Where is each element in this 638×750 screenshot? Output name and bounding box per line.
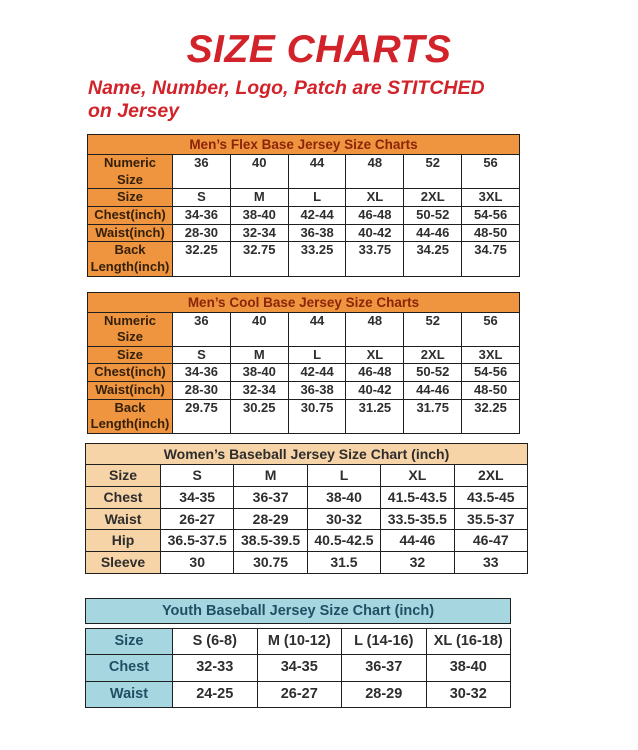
size-cell: XL	[346, 346, 404, 364]
youth-table-title: Youth Baseball Jersey Size Chart (inch)	[85, 598, 511, 624]
size-cell: 33	[454, 552, 527, 574]
size-cell: 38.5-39.5	[234, 530, 307, 552]
table-row	[88, 346, 520, 364]
row-label: Numeric Size	[88, 312, 173, 346]
size-cell: 34-35	[161, 486, 234, 508]
size-cell: 34.75	[462, 242, 520, 276]
size-cell: L	[307, 464, 380, 486]
size-cell: L (14-16)	[342, 628, 427, 654]
size-cell: 3XL	[462, 189, 520, 207]
size-cell: 42-44	[288, 364, 346, 382]
table-row	[88, 207, 520, 225]
size-cell: 52	[404, 155, 462, 189]
size-cell: 46-47	[454, 530, 527, 552]
womens-size-table	[85, 464, 528, 574]
size-cell: S	[161, 464, 234, 486]
size-cell: M	[230, 189, 288, 207]
size-cell: 30.25	[230, 399, 288, 433]
table-row	[88, 242, 520, 276]
table-row	[88, 224, 520, 242]
size-cell: 32-33	[173, 655, 258, 681]
size-cell: 28-29	[342, 681, 427, 707]
page-subtitle-line-2: on Jersey	[88, 99, 180, 122]
size-cell: 2XL	[404, 189, 462, 207]
size-cell: 36	[173, 155, 231, 189]
size-cell: 40-42	[346, 224, 404, 242]
size-cell: 48	[346, 155, 404, 189]
size-cell: 50-52	[404, 207, 462, 225]
size-cell: 28-29	[234, 508, 307, 530]
table-row	[88, 364, 520, 382]
size-cell: 31.25	[346, 399, 404, 433]
size-cell: 56	[462, 312, 520, 346]
size-cell: 52	[404, 312, 462, 346]
size-cell: 36-38	[288, 382, 346, 400]
size-cell: 30	[161, 552, 234, 574]
youth-size-table	[85, 628, 511, 708]
size-cell: 29.75	[173, 399, 231, 433]
size-cell: 41.5-43.5	[381, 486, 454, 508]
page-title: SIZE CHARTS	[186, 28, 452, 71]
table-row	[86, 464, 528, 486]
row-label: Chest(inch)	[88, 364, 173, 382]
size-cell: 36-37	[234, 486, 307, 508]
size-cell: 32.75	[230, 242, 288, 276]
size-cell: M	[234, 464, 307, 486]
mens-cool-table-title: Men’s Cool Base Jersey Size Charts	[87, 292, 520, 313]
size-cell: 54-56	[462, 207, 520, 225]
table-row	[88, 399, 520, 433]
size-cell: 36.5-37.5	[161, 530, 234, 552]
womens-table-title: Women’s Baseball Jersey Size Chart (inch)	[85, 443, 528, 465]
size-cell: 31.75	[404, 399, 462, 433]
size-cell: S (6-8)	[173, 628, 258, 654]
size-cell: 38-40	[426, 655, 511, 681]
row-label: Size	[86, 628, 173, 654]
size-cell: L	[288, 346, 346, 364]
size-cell: 44-46	[381, 530, 454, 552]
row-label: Chest	[86, 486, 161, 508]
row-label: Chest(inch)	[88, 207, 173, 225]
row-label: Sleeve	[86, 552, 161, 574]
size-cell: 38-40	[230, 364, 288, 382]
size-cell: XL	[346, 189, 404, 207]
table-row	[88, 155, 520, 189]
table-row	[86, 628, 511, 654]
size-cell: 40.5-42.5	[307, 530, 380, 552]
size-cell: 36-37	[342, 655, 427, 681]
mens-flex-size-table	[87, 154, 520, 276]
table-row	[86, 508, 528, 530]
size-cell: 36-38	[288, 224, 346, 242]
size-cell: 48	[346, 312, 404, 346]
size-cell: 44-46	[404, 382, 462, 400]
row-label: Numeric Size	[88, 155, 173, 189]
size-cell: 50-52	[404, 364, 462, 382]
size-cell: 40	[230, 312, 288, 346]
row-label: Waist(inch)	[88, 224, 173, 242]
row-label: Waist	[86, 508, 161, 530]
size-cell: 44-46	[404, 224, 462, 242]
size-cell: 44	[288, 155, 346, 189]
size-cell: 38-40	[230, 207, 288, 225]
size-cell: M (10-12)	[257, 628, 342, 654]
mens-flex-chart	[87, 134, 520, 276]
size-cell: 32-34	[230, 224, 288, 242]
mens-cool-size-table	[87, 312, 520, 434]
table-row	[86, 655, 511, 681]
size-cell: 26-27	[161, 508, 234, 530]
size-cell: 42-44	[288, 207, 346, 225]
size-cell: 30-32	[426, 681, 511, 707]
size-cell: 43.5-45	[454, 486, 527, 508]
page-subtitle	[88, 77, 638, 122]
size-cell: 35.5-37	[454, 508, 527, 530]
size-cell: 26-27	[257, 681, 342, 707]
size-cell: M	[230, 346, 288, 364]
row-label: Size	[88, 189, 173, 207]
size-cell: 30.75	[234, 552, 307, 574]
size-cell: 32.25	[462, 399, 520, 433]
table-row	[88, 189, 520, 207]
size-cell: 40-42	[346, 382, 404, 400]
size-cell: 48-50	[462, 224, 520, 242]
size-cell: 32	[381, 552, 454, 574]
row-label: Back Length(inch)	[88, 242, 173, 276]
size-cell: 3XL	[462, 346, 520, 364]
size-cell: 33.5-35.5	[381, 508, 454, 530]
size-cell: XL	[381, 464, 454, 486]
size-cell: S	[173, 346, 231, 364]
size-tables	[0, 134, 638, 708]
size-cell: 38-40	[307, 486, 380, 508]
size-cell: 33.25	[288, 242, 346, 276]
size-cell: 34-35	[257, 655, 342, 681]
size-cell: 36	[173, 312, 231, 346]
mens-cool-chart	[87, 292, 520, 434]
size-cell: 44	[288, 312, 346, 346]
size-cell: 32-34	[230, 382, 288, 400]
size-cell: 28-30	[173, 224, 231, 242]
table-row	[86, 552, 528, 574]
size-cell: 30-32	[307, 508, 380, 530]
row-label: Waist	[86, 681, 173, 707]
row-label: Back Length(inch)	[88, 399, 173, 433]
size-cell: 30.75	[288, 399, 346, 433]
row-label: Waist(inch)	[88, 382, 173, 400]
mens-flex-table-title: Men’s Flex Base Jersey Size Charts	[87, 134, 520, 155]
size-cell: 46-48	[346, 207, 404, 225]
row-label: Size	[86, 464, 161, 486]
size-cell: 46-48	[346, 364, 404, 382]
size-cell: 33.75	[346, 242, 404, 276]
row-label: Hip	[86, 530, 161, 552]
size-cell: 32.25	[173, 242, 231, 276]
womens-chart	[85, 443, 528, 574]
size-cell: 34-36	[173, 207, 231, 225]
size-cell: L	[288, 189, 346, 207]
size-cell: 24-25	[173, 681, 258, 707]
size-cell: 54-56	[462, 364, 520, 382]
size-cell: 56	[462, 155, 520, 189]
size-cell: 48-50	[462, 382, 520, 400]
youth-chart	[85, 598, 511, 708]
table-row	[86, 486, 528, 508]
size-cell: 2XL	[454, 464, 527, 486]
size-cell: 34-36	[173, 364, 231, 382]
size-cell: 34.25	[404, 242, 462, 276]
row-label: Chest	[86, 655, 173, 681]
table-row	[86, 681, 511, 707]
size-cell: 40	[230, 155, 288, 189]
size-cell: 28-30	[173, 382, 231, 400]
size-cell: XL (16-18)	[426, 628, 511, 654]
size-cell: S	[173, 189, 231, 207]
size-cell: 31.5	[307, 552, 380, 574]
table-row	[86, 530, 528, 552]
table-row	[88, 312, 520, 346]
page-subtitle-line-1: Name, Number, Logo, Patch are STITCHED	[88, 77, 485, 99]
row-label: Size	[88, 346, 173, 364]
table-row	[88, 382, 520, 400]
size-cell: 2XL	[404, 346, 462, 364]
